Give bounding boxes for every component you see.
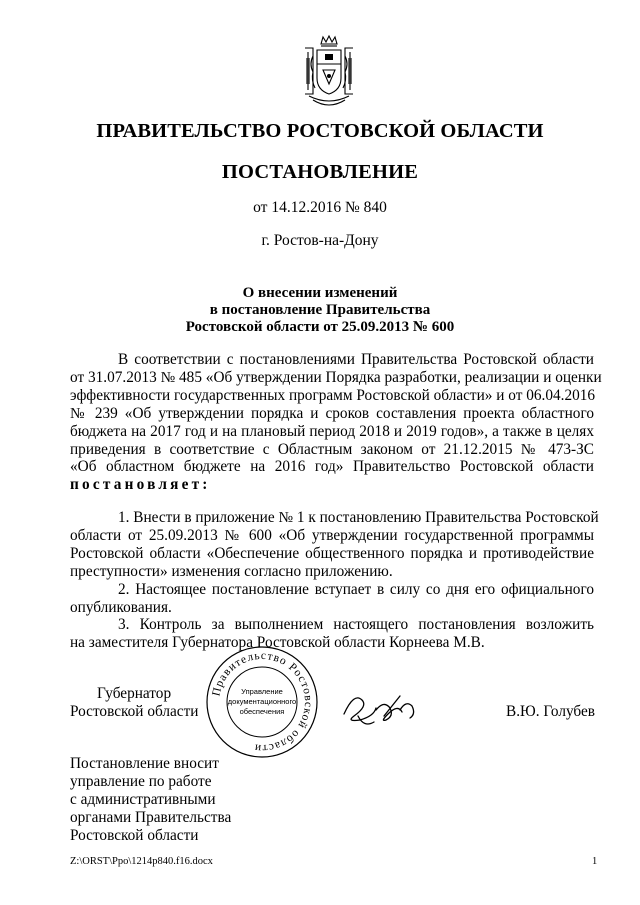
document-date-number: от 14.12.2016 № 840: [253, 199, 387, 216]
item-line: 2. Настоящее постановление вступает в силу со дня его официального: [118, 580, 594, 598]
resolution-items: [70, 509, 599, 652]
preamble: [70, 351, 602, 494]
note-line: Постановление вносит: [70, 755, 219, 772]
submitted-by-note: [70, 755, 231, 845]
preamble-line: В соответствии с постановлениями Правительства Ростовской области: [118, 351, 594, 368]
note-line: управление по работе: [70, 772, 212, 790]
item-line: на заместителя Губернатора Ростовской области Корнеева М.В.: [70, 634, 485, 652]
subject-line: О внесении изменений: [242, 285, 398, 301]
handwritten-signature: [340, 686, 430, 732]
preamble-line: № 239 «Об утверждении порядка и сроков составления проекта областного: [70, 404, 594, 422]
preamble-line: «Об областном бюджете на 2016 год» Правительство Ростовской области: [70, 458, 594, 476]
resolution-item-2: [70, 581, 594, 617]
item-line: преступности» изменения согласно приложению.: [70, 562, 393, 580]
stamp-ring-text: Правительство Ростовской области: [210, 649, 315, 755]
document-type: ПОСТАНОВЛЕНИЕ: [221, 161, 419, 183]
signatory-name: В.Ю. Голубев: [506, 703, 596, 720]
preamble-line: приведения в соответствие с Областным законом от 21.12.2015 № 473-ЗС: [70, 440, 594, 458]
item-line: Ростовской области «Обеспечение общественного порядка и противодействие: [70, 544, 594, 562]
signatory-title-region: Ростовской области: [70, 703, 199, 720]
subject-line: Ростовской области от 25.09.2013 № 600: [185, 319, 455, 335]
document-subject: [0, 285, 640, 336]
resolves-word: постановляет:: [70, 476, 211, 494]
stamp-center-line: Управление: [241, 687, 283, 696]
item-line: 3. Контроль за выполнением настоящего постановления возложить: [118, 616, 594, 634]
item-line: опубликования.: [70, 598, 172, 616]
organization-title: ПРАВИТЕЛЬСТВО РОСТОВСКОЙ ОБЛАСТИ: [96, 120, 544, 142]
item-line: области от 25.09.2013 № 600 «Об утверждении государственной программы: [70, 526, 594, 544]
item-line: 1. Внести в приложение № 1 к постановлению Правительства Ростовской: [118, 509, 599, 526]
document-city: г. Ростов-на-Дону: [261, 232, 379, 249]
note-line: органами Правительства: [70, 808, 232, 826]
official-stamp: [204, 644, 320, 760]
stamp-center-line: документационного: [227, 697, 297, 706]
note-line: с административными: [70, 790, 216, 808]
subject-line: в постановление Правительства: [209, 302, 431, 318]
coat-of-arms-emblem: [299, 34, 359, 114]
note-line: Ростовской области: [70, 826, 199, 844]
resolution-item-3: [70, 616, 594, 652]
page-number: 1: [592, 856, 598, 867]
resolution-item-1: [70, 509, 599, 581]
preamble-line: эффективности государственных программ Ростовской области» и от 06.04.2016: [70, 386, 596, 404]
stamp-center-line: обеспечения: [239, 707, 285, 716]
file-path: Z:\ORST\Ppo\1214p840.f16.docx: [70, 856, 213, 867]
signatory-title: Губернатор: [97, 685, 172, 702]
preamble-line: бюджета на 2017 год и на плановый период 2018 и 2019 годов», а также в целях: [70, 422, 594, 440]
preamble-line: от 31.07.2013 № 485 «Об утверждении Порядка разработки, реализации и оценки: [70, 368, 602, 386]
